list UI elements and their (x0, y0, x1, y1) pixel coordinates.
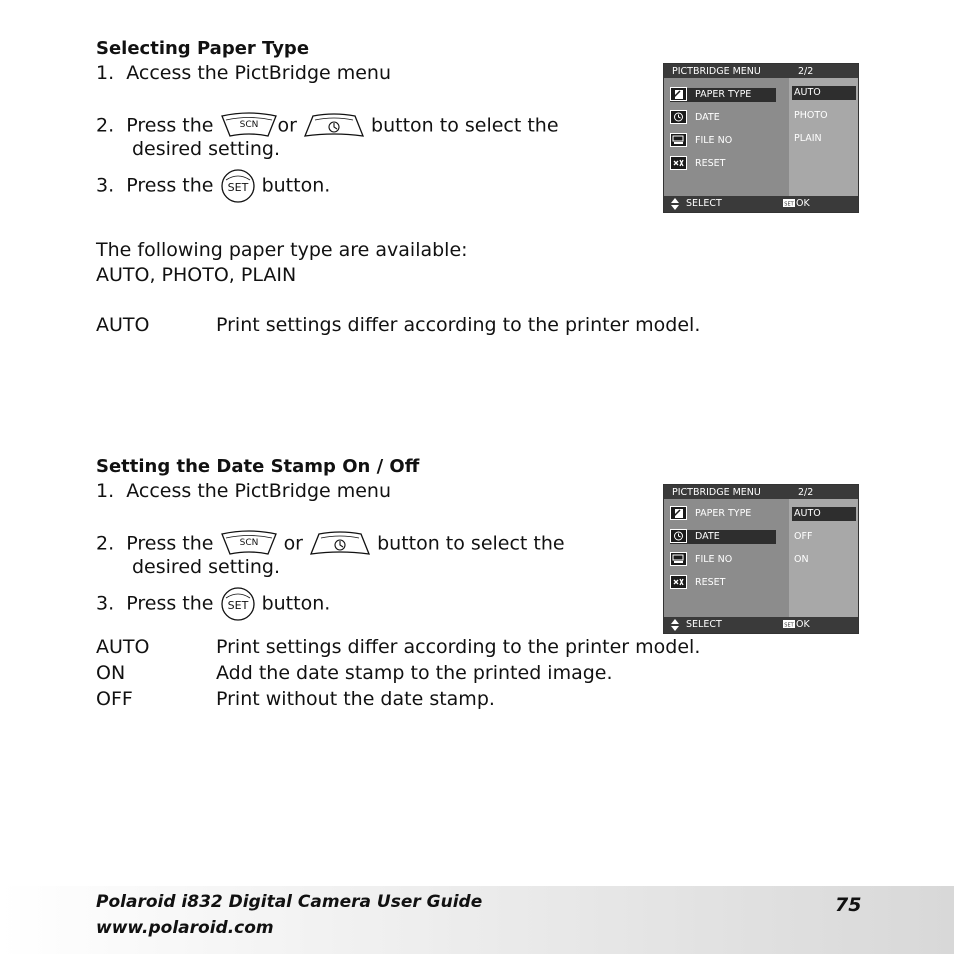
s2-step1-num: 1. (96, 480, 115, 502)
s1-def-auto (96, 314, 700, 336)
option-label: AUTO (794, 87, 821, 98)
s1-step1-text: Access the PictBridge menu (126, 62, 392, 84)
menu-item-label: FILE NO (695, 135, 733, 146)
set-key-icon (783, 199, 795, 207)
menu-item-reset (670, 157, 776, 171)
paper-icon (670, 87, 687, 101)
reset-icon (670, 156, 687, 170)
s2-def-on (96, 662, 613, 684)
clock-icon (670, 110, 687, 124)
pictbridge-menu-screen-2 (663, 484, 859, 634)
option-label: PHOTO (794, 110, 828, 121)
option-label: OFF (794, 531, 813, 542)
set-label: SET (227, 181, 248, 194)
menu-item-reset (670, 576, 776, 590)
menu-title-bar (664, 485, 858, 499)
reset-icon (670, 575, 687, 589)
set-label: SET (227, 599, 248, 612)
s1-step2-text-a: Press the (126, 114, 214, 137)
menu-item-label: PAPER TYPE (695, 89, 752, 100)
footer-select-label: SELECT (686, 198, 722, 209)
menu-item-label: RESET (695, 577, 726, 588)
page-footer (0, 886, 954, 954)
s1-step1-num: 1. (96, 62, 115, 84)
up-down-arrow-icon (671, 619, 679, 631)
footer-select-label: SELECT (686, 619, 722, 630)
scn-button-icon (220, 112, 278, 140)
s2-step2-text-b: button to select the (377, 532, 565, 555)
s2-step3 (96, 586, 330, 622)
menu-footer (664, 617, 858, 633)
s1-step3-text-a: Press the (126, 174, 214, 197)
footer-title: Polaroid i832 Digital Camera User Guide (96, 892, 483, 912)
def-key: AUTO (96, 636, 150, 658)
menu-option-auto (792, 507, 856, 521)
def-desc: Print settings differ according to the printer model. (216, 314, 701, 336)
menu-item-file-no (670, 134, 776, 148)
s2-step3-text-b: button. (261, 592, 331, 615)
section2-heading: Setting the Date Stamp On / Off (96, 456, 420, 477)
menu-title: PICTBRIDGE MENU (672, 487, 761, 498)
s2-step2-or: or (283, 532, 303, 555)
s2-step2-cont: desired setting. (132, 556, 281, 578)
file-number-icon (670, 552, 687, 566)
s1-step3-text-b: button. (261, 174, 331, 197)
set-key-label: SET (784, 201, 794, 207)
s2-step3-num: 3. (96, 592, 115, 615)
pictbridge-menu-screen-1 (663, 63, 859, 213)
menu-item-label: FILE NO (695, 554, 733, 565)
option-label: AUTO (794, 508, 821, 519)
menu-option-auto (792, 86, 856, 100)
section1-heading: Selecting Paper Type (96, 38, 310, 59)
menu-option-off (792, 530, 856, 544)
menu-item-paper-type (670, 88, 776, 102)
s2-step3-text-a: Press the (126, 592, 214, 615)
scn-label: SCN (239, 120, 258, 130)
def-key: ON (96, 662, 126, 684)
menu-page: 2/2 (798, 487, 814, 498)
set-key-icon (783, 620, 795, 628)
def-key: OFF (96, 688, 133, 710)
s1-step3 (96, 168, 330, 204)
s2-step2-text-a: Press the (126, 532, 214, 555)
footer-ok-label: OK (796, 198, 810, 209)
clock-icon (670, 529, 687, 543)
s1-step2-text-b: button to select the (371, 114, 559, 137)
self-timer-button-icon (309, 530, 371, 558)
set-key-label: SET (784, 622, 794, 628)
menu-page: 2/2 (798, 66, 814, 77)
menu-option-on (792, 553, 856, 567)
menu-option-plain (792, 132, 856, 146)
s2-step2 (96, 530, 565, 558)
menu-item-label: DATE (695, 112, 720, 123)
menu-item-label: PAPER TYPE (695, 508, 752, 519)
s2-step2-num: 2. (96, 532, 115, 555)
menu-item-date (670, 111, 776, 125)
set-button-icon (220, 586, 256, 622)
s1-step2 (96, 112, 559, 140)
file-number-icon (670, 133, 687, 147)
menu-footer (664, 196, 858, 212)
s2-def-auto (96, 636, 700, 658)
paper-icon (670, 506, 687, 520)
footer-ok-label: OK (796, 619, 810, 630)
s1-step3-num: 3. (96, 174, 115, 197)
s2-step1-text: Access the PictBridge menu (126, 480, 392, 502)
s1-step2-num: 2. (96, 114, 115, 137)
def-desc: Print settings differ according to the printer model. (216, 636, 701, 658)
def-desc: Print without the date stamp. (216, 688, 495, 710)
set-button-icon (220, 168, 256, 204)
self-timer-button-icon (303, 112, 365, 140)
menu-title-bar (664, 64, 858, 78)
menu-option-photo (792, 109, 856, 123)
s1-step1 (96, 61, 391, 86)
def-key: AUTO (96, 314, 150, 336)
menu-title: PICTBRIDGE MENU (672, 66, 761, 77)
s2-def-off (96, 688, 495, 710)
option-label: PLAIN (794, 133, 822, 144)
scn-label: SCN (239, 538, 258, 548)
s1-step2-or: or (277, 114, 297, 137)
s1-step2-cont: desired setting. (132, 138, 281, 160)
footer-url: www.polaroid.com (96, 918, 274, 938)
page-number: 75 (835, 894, 862, 916)
option-label: ON (794, 554, 809, 565)
menu-item-paper-type (670, 507, 776, 521)
menu-item-label: DATE (695, 531, 720, 542)
def-desc: Add the date stamp to the printed image. (216, 662, 613, 684)
s1-available-line1: The following paper type are available: (96, 239, 468, 261)
menu-item-date (670, 530, 776, 544)
scn-button-icon (220, 530, 278, 558)
menu-item-file-no (670, 553, 776, 567)
s1-available-line2: AUTO, PHOTO, PLAIN (96, 264, 297, 286)
s2-step1 (96, 479, 391, 504)
menu-item-label: RESET (695, 158, 726, 169)
up-down-arrow-icon (671, 198, 679, 210)
